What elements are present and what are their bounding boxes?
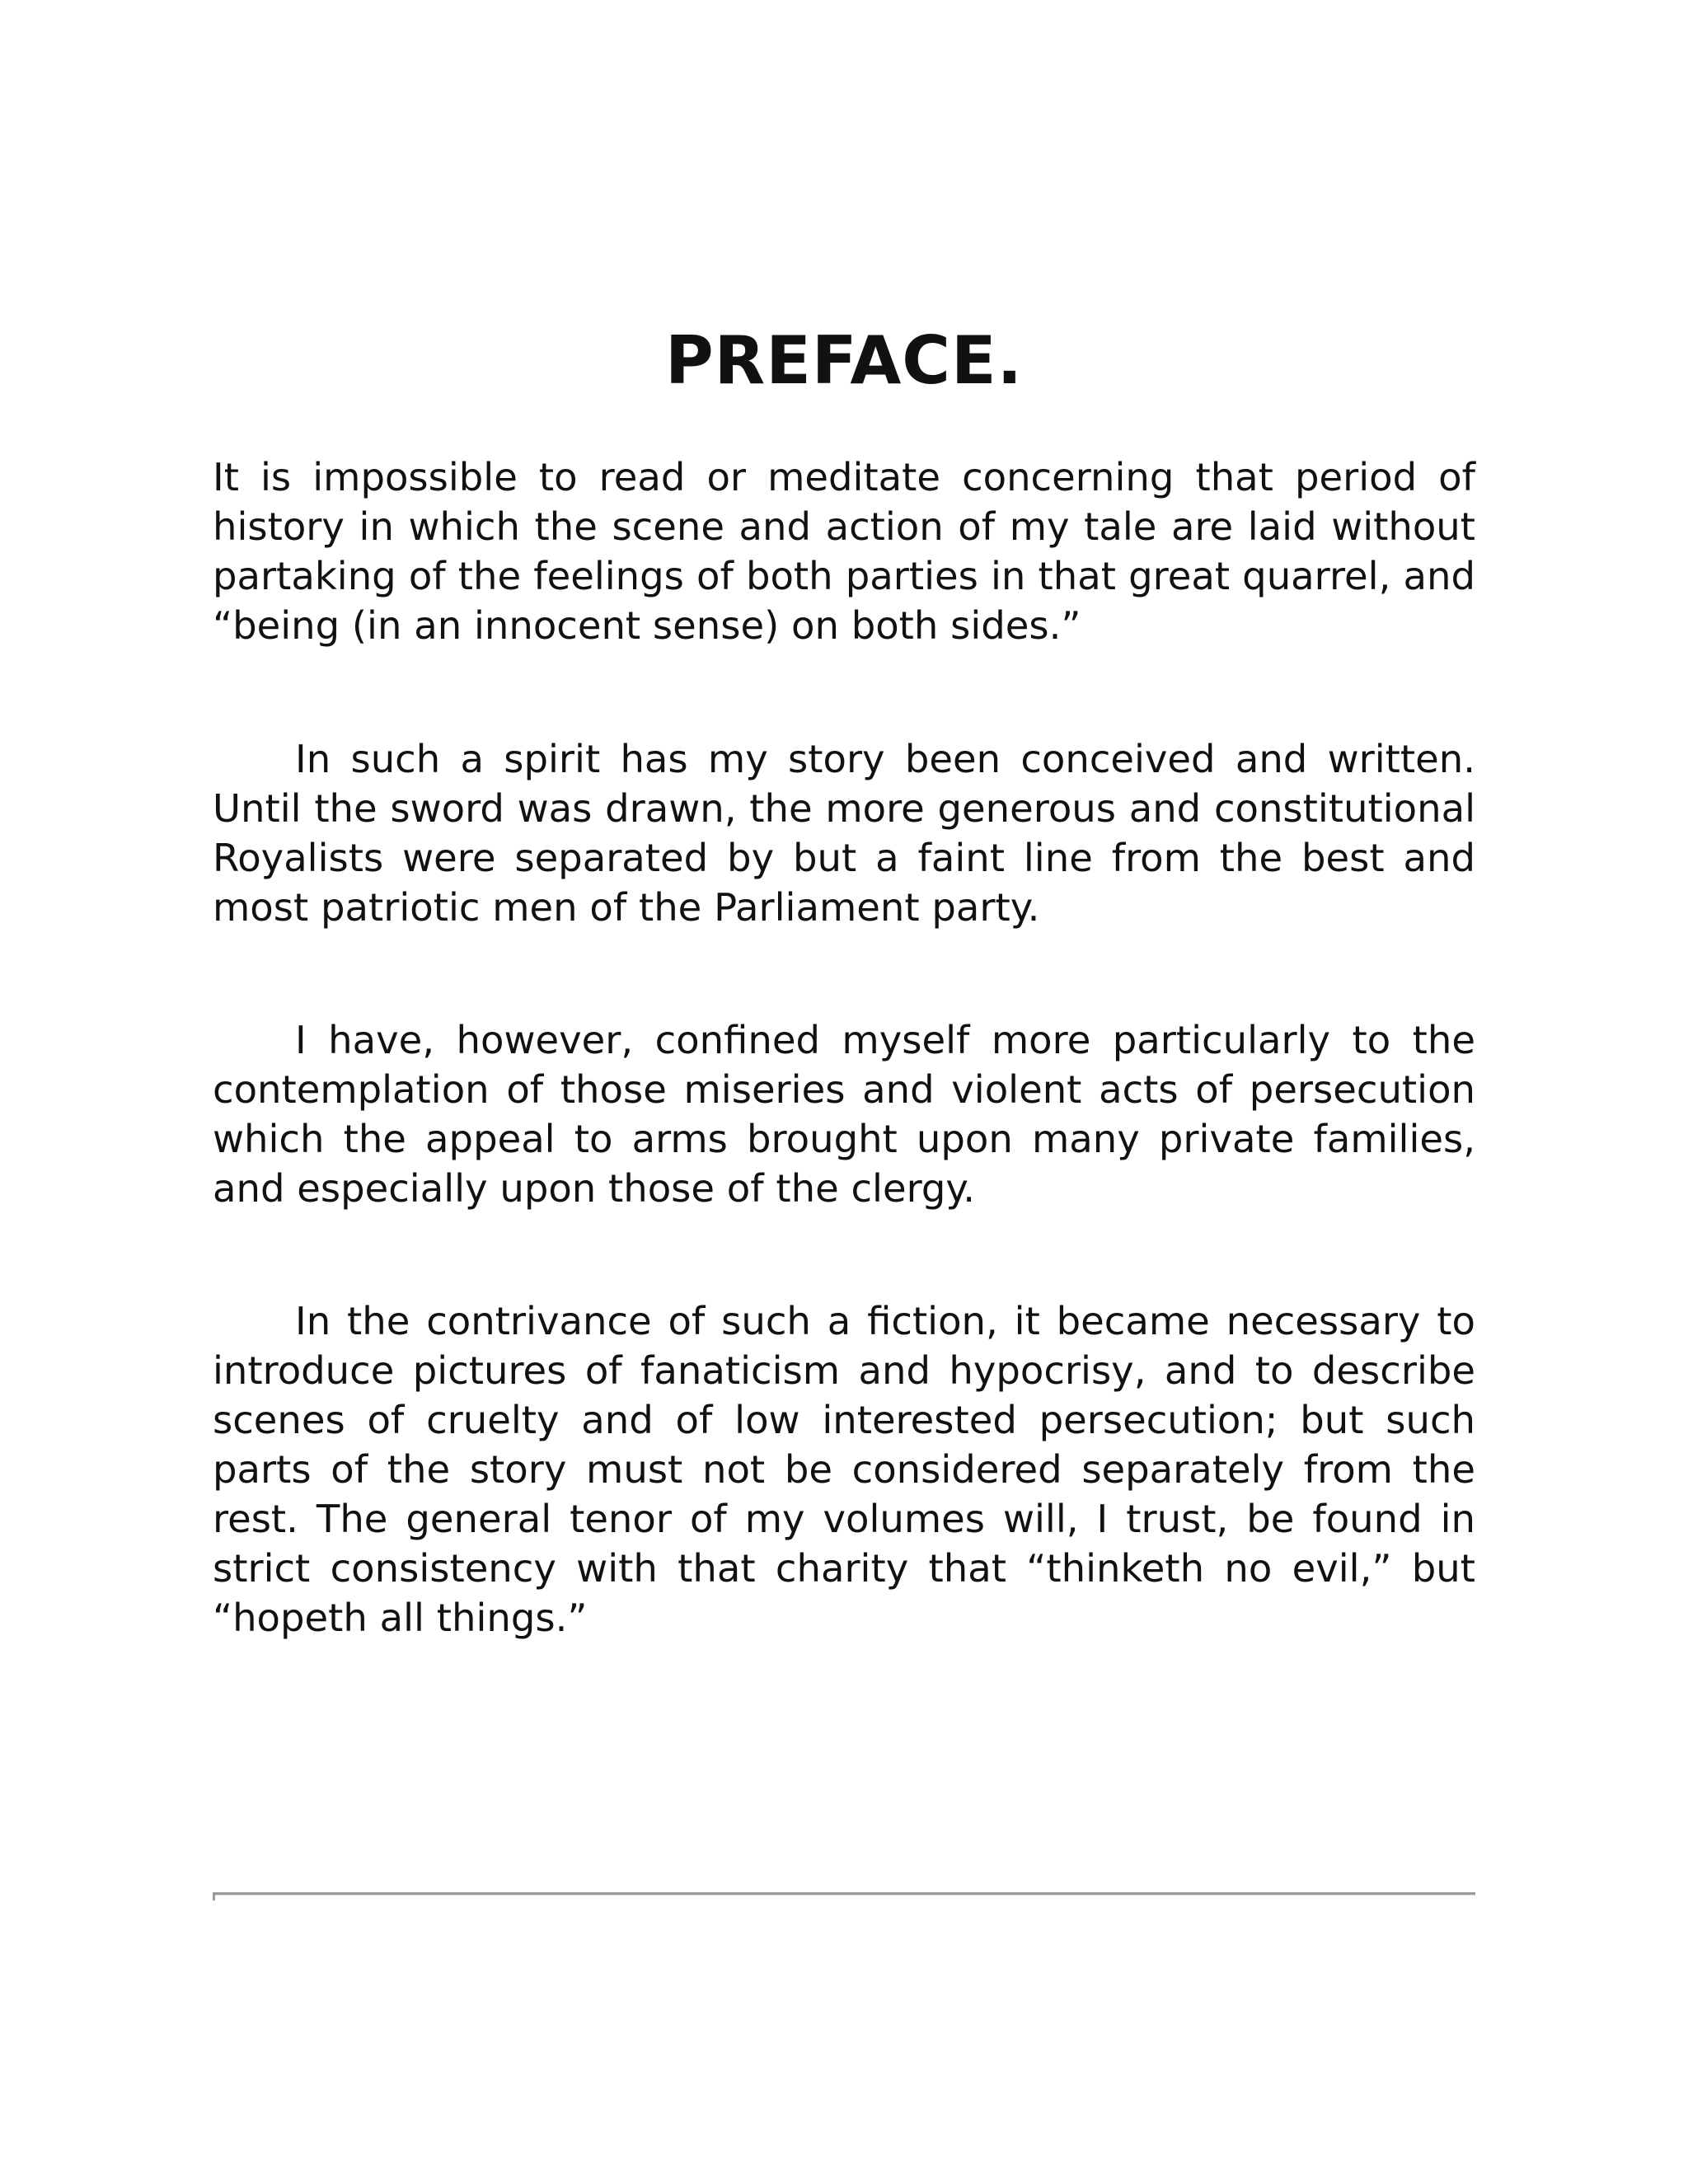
horizontal-divider bbox=[213, 1892, 1475, 1896]
preface-paragraph-4: In the contrivance of such a fiction, it became necessary to introduce pictures of fanaticism and hypocrisy, and to describe scenes of cruelty and of low interested persecution; but such parts of the story must not be considered separately from the rest. The general tenor of my volumes will, I trust, be found in strict consistency with that charity that “thinketh no evil,” but “hopeth all things.” bbox=[213, 1299, 1475, 1640]
preface-paragraph-1: It is impossible to read or meditate concerning that period of history in which the scene and action of my tale are laid without partaking of the feelings of both parties in that great quarrel, and “being (in an innocent sense) on both sides.” bbox=[213, 455, 1475, 648]
preface-paragraph-2: In such a spirit has my story been conceived and written. Until the sword was drawn, the more generous and constitutional Royalists were separated by but a faint line from the best and most patriotic men of the Parliament party. bbox=[213, 737, 1475, 930]
divider-end-mark bbox=[213, 1892, 215, 1900]
document-page bbox=[213, 0, 1475, 2184]
page-title: PREFACE. bbox=[664, 322, 1023, 399]
preface-paragraph-3: I have, however, confined myself more particularly to the contemplation of those miseries and violent acts of persecution which the appeal to arms brought upon many private families, and especially upon those of the clergy. bbox=[213, 1018, 1475, 1211]
